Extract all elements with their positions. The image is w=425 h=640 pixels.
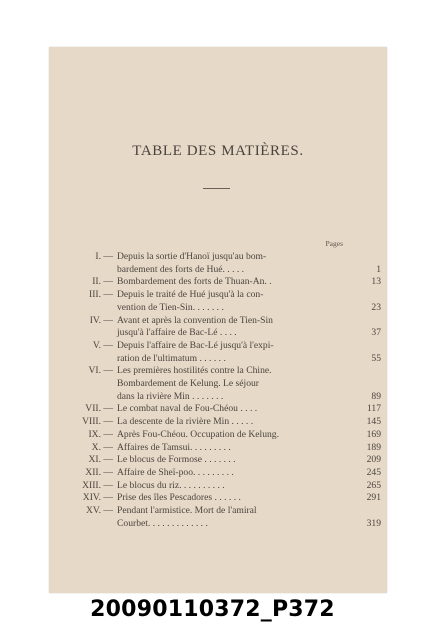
chapter-number: VIII. — [82, 416, 113, 428]
pages-column-header: Pages [325, 239, 343, 248]
page-number: 117 [366, 403, 381, 415]
chapter-title: dans la rivière Min . . . . . . . [117, 390, 224, 402]
chapter-number: XIV. — [82, 492, 113, 504]
chapter-title: Affaire de Sheï-poo. . . . . . . . . [117, 466, 234, 478]
toc-line [49, 289, 387, 302]
toc-line [49, 302, 387, 315]
chapter-number: XI. — [88, 454, 113, 466]
chapter-title: Depuis l'affaire de Bac-Lé jusqu'à l'expi- [117, 339, 274, 351]
chapter-title: Bombardement des forts de Thuan-An. . [117, 276, 272, 288]
page-title: TABLE DES MATIÈRES. [132, 143, 304, 159]
chapter-title: Le blocus du riz. . . . . . . . . . [117, 479, 225, 491]
toc-line [49, 480, 387, 493]
toc-line [49, 505, 387, 518]
toc-line [49, 251, 387, 264]
chapter-title: Depuis le traité de Hué jusqu'à la con- [117, 289, 264, 301]
chapter-title: Prise des îles Pescadores . . . . . . [117, 492, 241, 504]
toc-line [49, 429, 387, 442]
toc-line [49, 467, 387, 480]
chapter-number [49, 353, 117, 366]
page-number: 55 [371, 352, 381, 364]
chapter-number [49, 264, 117, 277]
chapter-number [49, 518, 117, 531]
toc-line [49, 391, 387, 404]
chapter-title: Avant et après la convention de Tien-Sin [117, 314, 273, 326]
chapter-title: La descente de la rivière Min . . . . . [117, 416, 254, 428]
chapter-number: IX. — [88, 428, 113, 440]
chapter-number: I. — [95, 251, 113, 262]
chapter-number: V. — [92, 339, 113, 351]
page-number: 37 [371, 327, 381, 339]
chapter-number: II. — [92, 276, 113, 288]
page-number: 265 [366, 479, 381, 491]
chapter-number: X. — [91, 441, 113, 453]
page-number: 1 [376, 263, 381, 275]
chapter-title: vention de Tien-Sin. . . . . . . [117, 301, 224, 313]
page-number: 189 [366, 441, 381, 453]
toc-line [49, 492, 387, 505]
toc-line [49, 454, 387, 467]
toc-line [49, 315, 387, 328]
chapter-title: ration de l'ultimatum . . . . . . [117, 352, 226, 364]
table-of-contents [49, 251, 387, 530]
chapter-number: VI. — [88, 365, 113, 377]
chapter-title: Courbet. . . . . . . . . . . . . [117, 517, 208, 529]
toc-line [49, 340, 387, 353]
toc-line [49, 353, 387, 366]
toc-line [49, 416, 387, 429]
toc-line [49, 403, 387, 416]
chapter-title: Affaires de Tamsui. . . . . . . . . [117, 441, 231, 453]
chapter-number: XII. — [85, 466, 113, 478]
chapter-number: VII. — [85, 403, 113, 415]
chapter-title: Les premières hostilités contre la Chine. [117, 365, 272, 377]
chapter-number: IV. — [89, 314, 113, 326]
toc-line [49, 264, 387, 277]
image-id-caption: 20090110372_P372 [90, 597, 335, 622]
page-number: 319 [366, 517, 381, 529]
page-number: 89 [371, 390, 381, 402]
chapter-title: jusqu'à l'affaire de Bac-Lé . . . . [117, 327, 237, 339]
page-number: 291 [366, 492, 381, 504]
toc-line [49, 518, 387, 531]
chapter-number: XV. — [85, 505, 113, 517]
chapter-title: Le combat naval de Fou-Chéou . . . . [117, 403, 258, 415]
page-number: 23 [371, 301, 381, 313]
chapter-number [49, 327, 117, 340]
page-number: 13 [371, 276, 381, 288]
chapter-number [49, 391, 117, 404]
chapter-title: Depuis la sortie d'Hanoï jusqu'au bom- [117, 251, 267, 262]
toc-line [49, 276, 387, 289]
chapter-number: XIII. — [82, 479, 113, 491]
chapter-number [49, 378, 117, 391]
toc-line [49, 327, 387, 340]
toc-line [49, 365, 387, 378]
toc-line [49, 442, 387, 455]
page-number: 209 [366, 454, 381, 466]
page-number: 169 [366, 428, 381, 440]
chapter-title: Le blocus de Formose . . . . . . . [117, 454, 236, 466]
page-number: 245 [366, 466, 381, 478]
chapter-title: Après Fou-Chéou. Occupation de Kelung. [117, 428, 279, 440]
chapter-title: Pendant l'armistice. Mort de l'amiral [117, 505, 257, 517]
chapter-number [49, 302, 117, 315]
chapter-number: III. — [89, 289, 113, 301]
book-page [49, 47, 387, 593]
page-number: 145 [366, 416, 381, 428]
title-divider [203, 188, 230, 189]
toc-line [49, 378, 387, 391]
chapter-title: bardement des forts de Hué. . . . . [117, 263, 245, 275]
chapter-title: Bombardement de Kelung. Le séjour [117, 378, 259, 390]
